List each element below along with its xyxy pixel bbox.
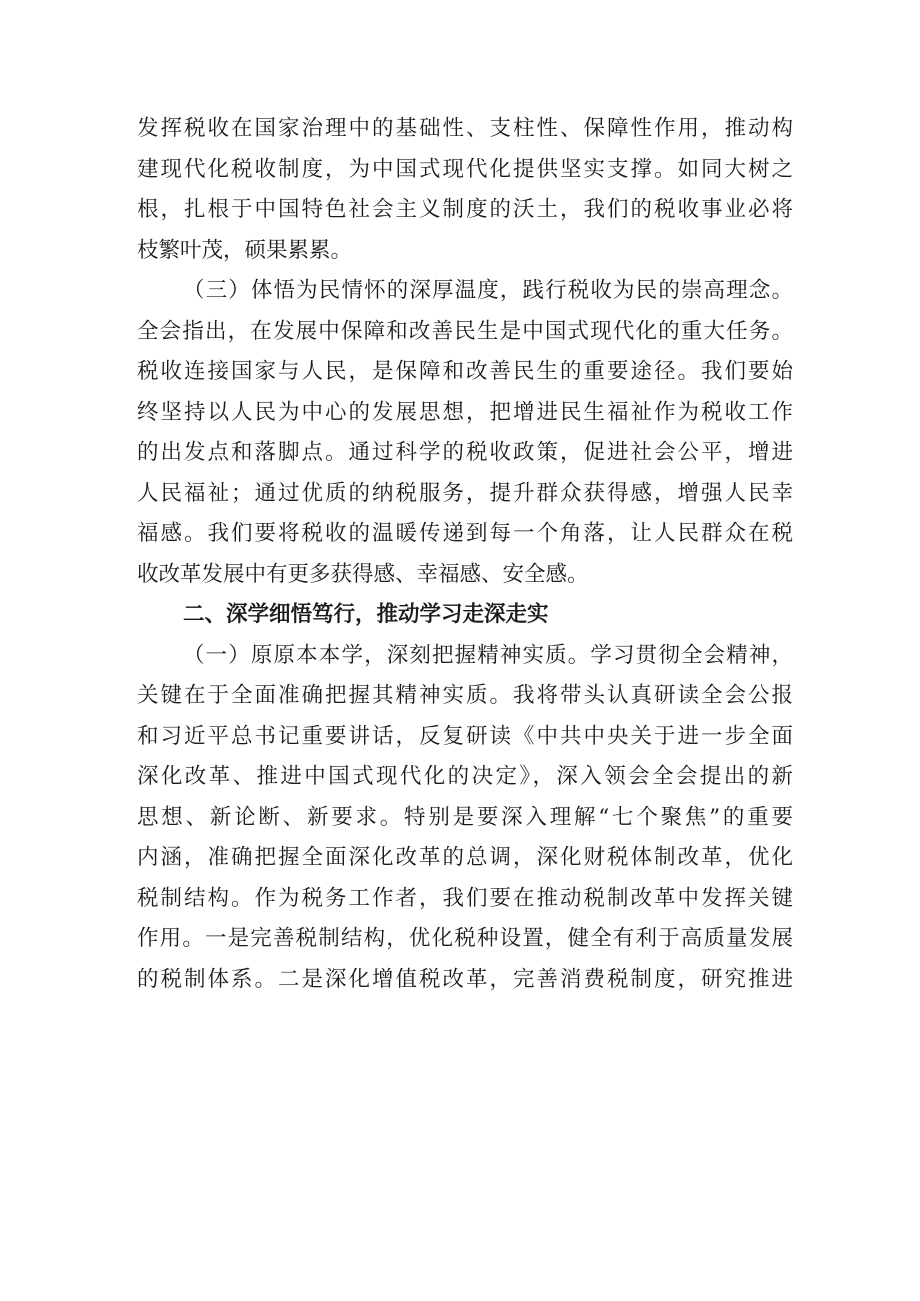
text-line: 建现代化税收制度，为中国式现代化提供坚实支撑。如同大树之 bbox=[137, 156, 793, 182]
section-title-line: （三）体悟为民情怀的深厚温度，践行税收为民的崇高理念。 bbox=[183, 278, 793, 303]
text-line: 的税制体系。二是深化增值税改革，完善消费税制度，研究推进 bbox=[137, 966, 793, 992]
text-line: 税制结构。作为税务工作者，我们要在推动税制改革中发挥关键 bbox=[137, 885, 793, 911]
text-line: 的出发点和落脚点。通过科学的税收政策，促进社会公平，增进 bbox=[137, 440, 793, 465]
text-line: 内涵，准确把握全面深化改革的总调，深化财税体制改革，优化 bbox=[137, 845, 793, 870]
part-heading: 二、深学细悟笃行，推动学习走深走实 bbox=[183, 602, 549, 627]
text-line: 作用。一是完善税制结构，优化税种设置，健全有利于高质量发展 bbox=[137, 926, 793, 951]
text-line: 深化改革、推进中国式现代化的决定》，深入领会全会提出的新 bbox=[137, 764, 793, 789]
text-line: 人民福祉；通过优质的纳税服务，提升群众获得感，增强人民幸 bbox=[137, 480, 793, 506]
text-line: 收改革发展中有更多获得感、幸福感、安全感。 bbox=[137, 561, 589, 587]
text-line: 思想、新论断、新要求。特别是要深入理解“七个聚焦”的重要 bbox=[137, 804, 793, 830]
text-line: 根，扎根于中国特色社会主义制度的沃土，我们的税收事业必将 bbox=[137, 197, 793, 222]
text-line: 和习近平总书记重要讲话，反复研读《中共中央关于进一步全面 bbox=[137, 723, 793, 749]
text-line: 福感。我们要将税收的温暖传递到每一个角落，让人民群众在税 bbox=[137, 521, 793, 546]
text-line: 枝繁叶茂，硕果累累。 bbox=[137, 237, 353, 263]
text-line: 关键在于全面准确把握其精神实质。我将带头认真研读全会公报 bbox=[137, 683, 793, 708]
text-line: 税收连接国家与人民，是保障和改善民生的重要途径。我们要始 bbox=[137, 359, 793, 384]
document-body bbox=[137, 109, 793, 1000]
text-line: 发挥税收在国家治理中的基础性、支柱性、保障性作用，推动构 bbox=[137, 116, 793, 141]
text-line: 终坚持以人民为中心的发展思想，把增进民生福祉作为税收工作 bbox=[137, 399, 793, 425]
text-line: 全会指出，在发展中保障和改善民生是中国式现代化的重大任务。 bbox=[137, 318, 793, 344]
section-title-line: （一）原原本本学，深刻把握精神实质。学习贯彻全会精神， bbox=[183, 642, 793, 668]
